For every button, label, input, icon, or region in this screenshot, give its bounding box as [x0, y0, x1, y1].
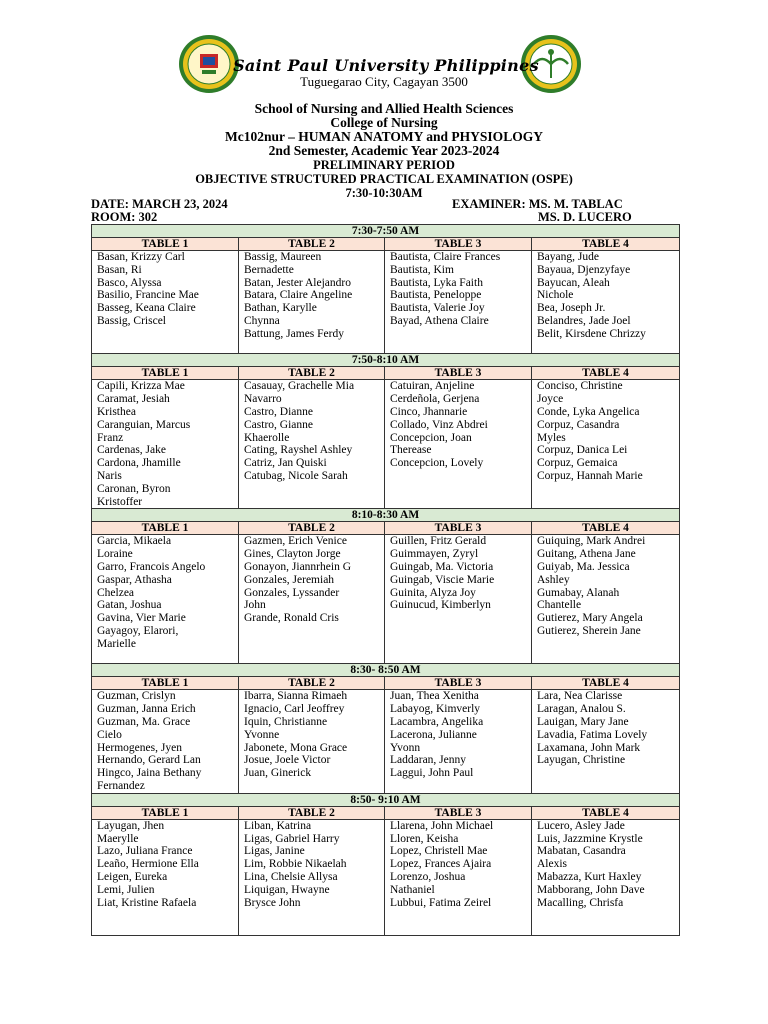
- student-name: Basan, Krizzy Carl: [97, 251, 185, 263]
- names-row: [92, 251, 680, 354]
- table-names-cell: [532, 251, 680, 354]
- student-name: Castro, Gianne: [244, 418, 313, 431]
- schedule-table: [91, 224, 680, 936]
- student-name: Conciso, Christine: [537, 380, 623, 393]
- student-name: Guinucud, Kimberlyn: [390, 599, 491, 612]
- student-name: Catuiran, Anjeline: [390, 380, 475, 393]
- student-name: Gayagoy, Elarori,: [97, 624, 179, 637]
- letterhead: [0, 34, 768, 96]
- student-name: Lauigan, Mary Jane: [537, 715, 629, 728]
- table-names-cell: [385, 251, 532, 354]
- student-name: Lopez, Frances Ajaira: [390, 858, 492, 871]
- table-header: TABLE 1: [92, 367, 239, 380]
- student-name: Gazmen, Erich Venice: [244, 535, 347, 548]
- student-name: John: [244, 599, 266, 612]
- student-name: Bautista, Valerie Joy: [390, 302, 485, 315]
- student-name: Myles: [537, 431, 566, 444]
- table-header: TABLE 2: [239, 677, 385, 690]
- student-name: Nichole: [537, 289, 574, 302]
- student-name: Catubag, Nicole Sarah: [244, 469, 348, 482]
- student-name: Castro, Dianne: [244, 405, 313, 418]
- table-header: TABLE 1: [92, 238, 239, 251]
- student-name: Bayucan, Aleah: [537, 276, 610, 289]
- student-name: Basilio, Francine Mae: [97, 289, 199, 302]
- student-name: Lara, Nea Clarisse: [537, 690, 623, 703]
- student-name: Belit, Kirsdene Chrizzy: [537, 327, 646, 340]
- student-name: Cating, Rayshel Ashley: [244, 444, 353, 457]
- table-header: TABLE 2: [239, 806, 385, 819]
- table-header-row: [92, 522, 680, 535]
- exam-date: DATE: MARCH 23, 2024: [91, 197, 228, 211]
- names-row: [92, 535, 680, 664]
- student-name: Hernando, Gerard Lan: [97, 754, 201, 767]
- university-address: Tuguegarao City, Cagayan 3500: [300, 74, 468, 89]
- table-header: TABLE 4: [532, 238, 680, 251]
- university-name: Saint Paul University Philippines: [233, 56, 539, 75]
- table-header: TABLE 4: [532, 367, 680, 380]
- time-slot: 8:10-8:30 AM: [92, 509, 680, 522]
- student-name: Grande, Ronald Cris: [244, 612, 339, 625]
- student-name: Belandres, Jade Joel: [537, 314, 631, 327]
- table-header: TABLE 3: [385, 367, 532, 380]
- student-name: Corpuz, Casandra: [537, 418, 620, 431]
- period-title: PRELIMINARY PERIOD: [313, 158, 455, 172]
- student-name: Lavadia, Fatima Lovely: [537, 728, 648, 741]
- table-names-cell: [239, 690, 385, 793]
- student-name: Caramat, Jesiah: [97, 393, 170, 406]
- table-header-row: [92, 367, 680, 380]
- student-name: Liat, Kristine Rafaela: [97, 896, 197, 909]
- table-names-cell: [92, 535, 239, 664]
- student-name: Labayog, Kimverly: [390, 703, 481, 716]
- student-name: Cinco, Jhannarie: [390, 405, 468, 418]
- student-name: Kristhea: [97, 405, 136, 418]
- time-slot: 8:30- 8:50 AM: [92, 664, 680, 677]
- student-name: Guimmayen, Zyryl: [390, 548, 479, 561]
- time-slot: 8:50- 9:10 AM: [92, 793, 680, 806]
- table-names-cell: [239, 380, 385, 509]
- student-name: Gonzales, Lyssander: [244, 586, 340, 599]
- table-header: TABLE 2: [239, 522, 385, 535]
- student-name: Gutierez, Sherein Jane: [537, 624, 641, 637]
- student-name: Guzman, Crislyn: [97, 690, 176, 703]
- table-names-cell: [239, 819, 385, 935]
- school-title: School of Nursing and Allied Health Sciences: [254, 101, 514, 116]
- student-name: Maerylle: [97, 832, 139, 845]
- student-name: Gumabay, Alanah: [537, 586, 620, 599]
- time-slot-row: [92, 664, 680, 677]
- time-slot-row: [92, 509, 680, 522]
- student-name: Alexis: [537, 858, 568, 871]
- student-name: Luis, Jazzmine Krystle: [537, 832, 643, 845]
- student-name: Loraine: [97, 548, 133, 561]
- student-name: Yvonne: [244, 728, 280, 741]
- student-name: Cardona, Jhamille: [97, 457, 181, 470]
- table-header: TABLE 1: [92, 522, 239, 535]
- exam-time: 7:30-10:30AM: [345, 186, 423, 200]
- time-slot-row: [92, 225, 680, 238]
- table-names-cell: [385, 690, 532, 793]
- student-name: Khaerolle: [244, 431, 290, 444]
- student-name: Mabazza, Kurt Haxley: [537, 870, 642, 883]
- student-name: Guillen, Fritz Gerald: [390, 535, 487, 548]
- table-header: TABLE 3: [385, 238, 532, 251]
- student-name: Gatan, Joshua: [97, 599, 162, 612]
- exam-room: ROOM: 302: [91, 210, 158, 224]
- student-name: Laragan, Analou S.: [537, 703, 626, 716]
- time-slot-row: [92, 793, 680, 806]
- student-name: Juan, Thea Xenitha: [390, 690, 479, 703]
- student-name: Mabborang, John Dave: [537, 883, 645, 896]
- student-name: Bautista, Claire Frances: [390, 251, 501, 263]
- table-names-cell: [239, 535, 385, 664]
- table-header-row: [92, 806, 680, 819]
- names-row: [92, 690, 680, 793]
- student-name: Guzman, Ma. Grace: [97, 715, 191, 728]
- student-name: Naris: [97, 469, 122, 482]
- student-name: Cielo: [97, 728, 122, 741]
- student-name: Bassig, Criscel: [97, 314, 166, 327]
- student-name: Bayad, Athena Claire: [390, 314, 489, 327]
- course-title: Mc102nur – HUMAN ANATOMY and PHYSIOLOGY: [225, 129, 543, 144]
- student-name: Gines, Clayton Jorge: [244, 548, 341, 561]
- table-names-cell: [385, 819, 532, 935]
- student-name: Layugan, Jhen: [97, 819, 165, 832]
- student-name: Chelzea: [97, 586, 135, 599]
- table-header: TABLE 4: [532, 806, 680, 819]
- student-name: Lacambra, Angelika: [390, 715, 484, 728]
- student-name: Guzman, Janna Erich: [97, 703, 196, 716]
- student-name: Batan, Jester Alejandro: [244, 276, 351, 289]
- table-header: TABLE 3: [385, 522, 532, 535]
- student-name: Jabonete, Mona Grace: [244, 741, 348, 754]
- student-name: Bautista, Peneloppe: [390, 289, 482, 302]
- table-header-row: [92, 677, 680, 690]
- student-name: Guinita, Alyza Joy: [390, 586, 476, 599]
- student-name: Basan, Ri: [97, 263, 142, 276]
- student-name: Lim, Robbie Nikaelah: [244, 858, 347, 871]
- student-name: Guitang, Athena Jane: [537, 548, 636, 561]
- student-name: Cerdeñola, Gerjena: [390, 393, 480, 406]
- student-name: Lorenzo, Joshua: [390, 870, 466, 883]
- student-name: Bassig, Maureen: [244, 251, 322, 263]
- table-names-cell: [92, 690, 239, 793]
- table-header: TABLE 2: [239, 238, 385, 251]
- student-name: Guiquing, Mark Andrei: [537, 535, 646, 548]
- student-name: Juan, Ginerick: [244, 767, 312, 780]
- table-names-cell: [532, 690, 680, 793]
- student-name: Guiyab, Ma. Jessica: [537, 560, 630, 573]
- student-name: Collado, Vinz Abdrei: [390, 418, 488, 431]
- student-name: Batara, Claire Angeline: [244, 289, 353, 302]
- table-header-row: [92, 238, 680, 251]
- student-name: Llarena, John Michael: [390, 819, 494, 832]
- time-slot: 7:50-8:10 AM: [92, 354, 680, 367]
- student-name: Leigen, Eureka: [97, 870, 168, 883]
- time-slot-row: [92, 354, 680, 367]
- student-name: Ligas, Janine: [244, 845, 305, 858]
- table-header: TABLE 4: [532, 522, 680, 535]
- student-name: Bayaua, Djenzyfaye: [537, 263, 631, 276]
- student-name: Caronan, Byron: [97, 482, 171, 495]
- student-name: Corpuz, Gemaica: [537, 457, 618, 470]
- table-names-cell: [239, 251, 385, 354]
- student-name: Chynna: [244, 314, 280, 327]
- student-name: Guingab, Ma. Victoria: [390, 560, 494, 573]
- table-names-cell: [92, 251, 239, 354]
- student-name: Liquigan, Hwayne: [244, 883, 330, 896]
- student-name: Navarro: [244, 393, 282, 406]
- student-name: Gonzales, Jeremiah: [244, 573, 335, 586]
- student-name: Ibarra, Sianna Rimaeh: [244, 690, 348, 703]
- examiner-secondary: MS. D. LUCERO: [538, 210, 632, 224]
- student-name: Corpuz, Hannah Marie: [537, 469, 643, 482]
- table-names-cell: [92, 819, 239, 935]
- student-name: Mabatan, Casandra: [537, 845, 626, 858]
- table-names-cell: [92, 380, 239, 509]
- table-header: TABLE 3: [385, 677, 532, 690]
- student-name: Yvonn: [390, 741, 421, 754]
- student-name: Gavina, Vier Marie: [97, 612, 186, 625]
- student-name: Catriz, Jan Quiski: [244, 457, 327, 470]
- student-name: Capili, Krizza Mae: [97, 380, 185, 393]
- student-name: Macalling, Chrisfa: [537, 896, 624, 909]
- time-slot: 7:30-7:50 AM: [92, 225, 680, 238]
- student-name: Leaño, Hermione Ella: [97, 858, 199, 871]
- table-names-cell: [385, 380, 532, 509]
- student-name: Basseg, Keana Claire: [97, 302, 196, 315]
- table-header: TABLE 1: [92, 806, 239, 819]
- student-name: Lina, Chelsie Allysa: [244, 870, 338, 883]
- student-name: Bathan, Karylle: [244, 302, 317, 315]
- student-name: Concepcion, Joan: [390, 431, 472, 444]
- student-name: Ligas, Gabriel Harry: [244, 832, 340, 845]
- student-name: Iquin, Christianne: [244, 715, 328, 728]
- names-row: [92, 819, 680, 935]
- student-name: Lubbui, Fatima Zeirel: [390, 896, 492, 909]
- student-name: Gutierez, Mary Angela: [537, 612, 643, 625]
- student-name: Cardenas, Jake: [97, 444, 166, 457]
- student-name: Nathaniel: [390, 883, 435, 896]
- student-name: Gaspar, Athasha: [97, 573, 172, 586]
- student-name: Basco, Alyssa: [97, 276, 162, 289]
- student-name: Concepcion, Lovely: [390, 457, 484, 470]
- table-header: TABLE 2: [239, 367, 385, 380]
- student-name: Marielle: [97, 637, 136, 650]
- student-name: Josue, Joele Victor: [244, 754, 331, 767]
- student-name: Garcia, Mikaela: [97, 535, 172, 548]
- student-name: Kristoffer: [97, 495, 143, 508]
- student-name: Lloren, Keisha: [390, 832, 459, 845]
- student-name: Hermogenes, Jyen: [97, 741, 182, 754]
- names-row: [92, 380, 680, 509]
- student-name: Laggui, John Paul: [390, 767, 474, 780]
- student-name: Joyce: [537, 393, 564, 406]
- student-name: Laddaran, Jenny: [390, 754, 466, 767]
- student-name: Therease: [390, 444, 432, 457]
- table-names-cell: [385, 535, 532, 664]
- student-name: Bautista, Kim: [390, 263, 454, 276]
- student-name: Bautista, Lyka Faith: [390, 276, 483, 289]
- student-name: Caranguian, Marcus: [97, 418, 191, 431]
- student-name: Brysce John: [244, 896, 301, 909]
- student-name: Battung, James Ferdy: [244, 327, 344, 340]
- student-name: Bayang, Jude: [537, 251, 599, 263]
- student-name: Layugan, Christine: [537, 754, 626, 767]
- student-name: Lacerona, Julianne: [390, 728, 477, 741]
- student-name: Bea, Joseph Jr.: [537, 302, 606, 315]
- student-name: Casauay, Grachelle Mia: [244, 380, 355, 393]
- student-name: Liban, Katrina: [244, 819, 312, 832]
- student-name: Gonayon, Jiannrhein G: [244, 560, 351, 573]
- student-name: Ignacio, Carl Jeoffrey: [244, 703, 345, 716]
- table-header: TABLE 1: [92, 677, 239, 690]
- student-name: Lopez, Christell Mae: [390, 845, 488, 858]
- semester-title: 2nd Semester, Academic Year 2023-2024: [268, 143, 500, 158]
- table-names-cell: [532, 535, 680, 664]
- student-name: Garro, Francois Angelo: [97, 560, 206, 573]
- table-header: TABLE 4: [532, 677, 680, 690]
- table-header: TABLE 3: [385, 806, 532, 819]
- student-name: Franz: [97, 431, 124, 444]
- student-name: Lucero, Asley Jade: [537, 819, 625, 832]
- student-name: Conde, Lyka Angelica: [537, 405, 640, 418]
- student-name: Hingco, Jaina Bethany: [97, 767, 202, 780]
- document-titles: [0, 102, 768, 200]
- student-name: Lemi, Julien: [97, 883, 155, 896]
- table-names-cell: [532, 819, 680, 935]
- table-names-cell: [532, 380, 680, 509]
- student-name: Guingab, Viscie Marie: [390, 573, 495, 586]
- student-name: Fernandez: [97, 779, 145, 792]
- student-name: Ashley: [537, 573, 570, 586]
- student-name: Corpuz, Danica Lei: [537, 444, 628, 457]
- student-name: Chantelle: [537, 599, 582, 612]
- college-title: College of Nursing: [330, 115, 438, 130]
- examiner-primary: EXAMINER: MS. M. TABLAC: [452, 197, 623, 211]
- student-name: Bernadette: [244, 263, 294, 276]
- student-name: Laxamana, John Mark: [537, 741, 641, 754]
- student-name: Lazo, Juliana France: [97, 845, 193, 858]
- exam-title: OBJECTIVE STRUCTURED PRACTICAL EXAMINATION (OSPE): [195, 172, 573, 186]
